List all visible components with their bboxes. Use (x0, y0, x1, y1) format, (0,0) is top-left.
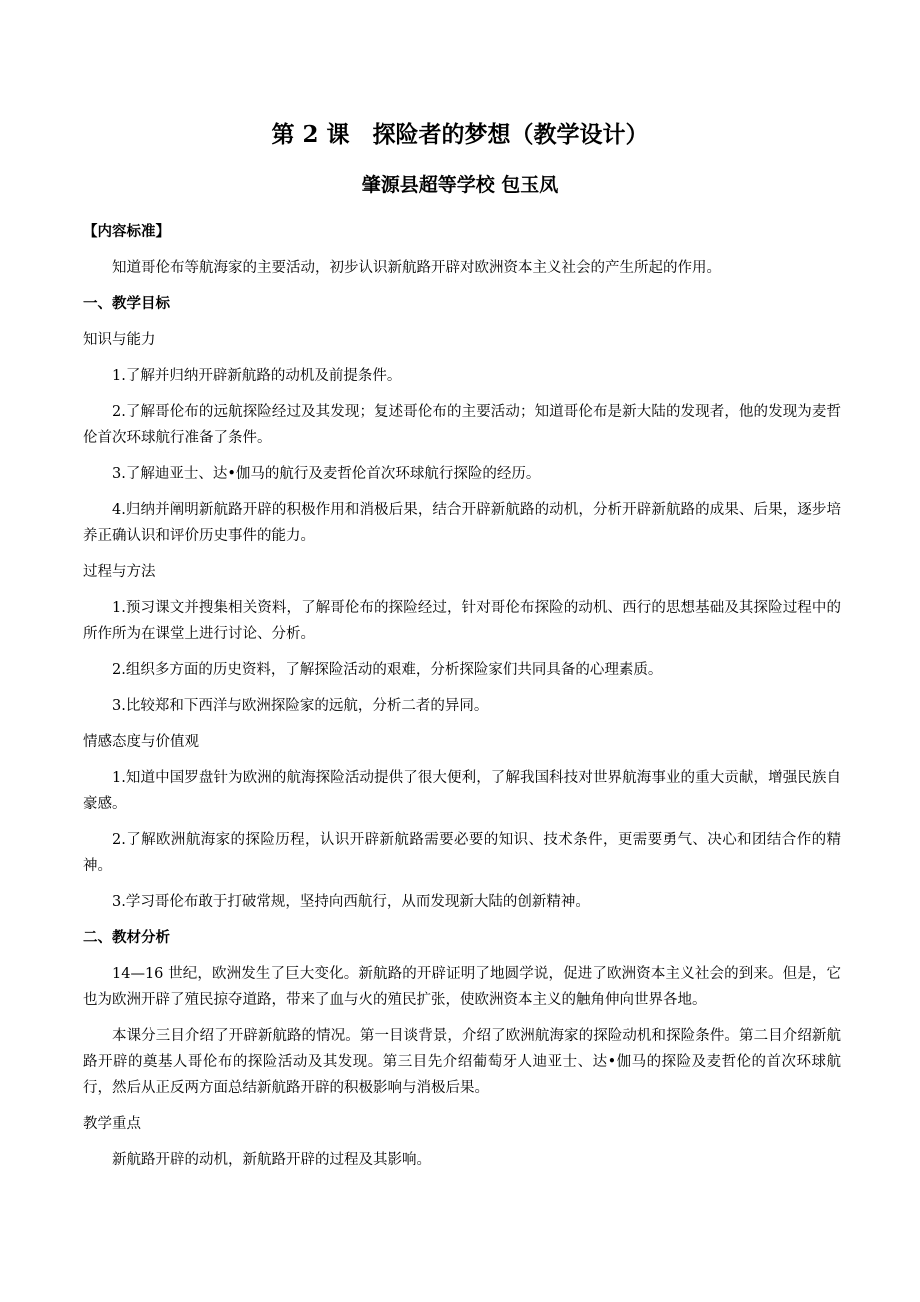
emotion-item: 1.知道中国罗盘针为欧洲的航海探险活动提供了很大便利，了解我国科技对世界航海事业的重大贡献，增强民族自豪感。 (83, 770, 841, 812)
document-title: 第 2 课 探险者的梦想（教学设计） (271, 121, 649, 148)
analysis-paragraph: 本课分三目介绍了开辟新航路的情况。第一目谈背景，介绍了欧洲航海家的探险动机和探险条件。第二目介绍新航路开辟的奠基人哥伦布的探险活动及其发现。第三目先介绍葡萄牙人迪亚士、达•伽马的探险及麦哲伦的首次环球航行，然后从正反两方面总结新航路开辟的积极影响与消极后果。 (83, 1028, 841, 1096)
knowledge-item: 1.了解并归纳开辟新航路的动机及前提条件。 (112, 368, 402, 384)
process-item: 1.预习课文并搜集相关资料，了解哥伦布的探险经过，针对哥伦布探险的动机、西行的思想基础及其探险过程中的所作所为在课堂上进行讨论、分析。 (83, 600, 841, 642)
process-item: 3.比较郑和下西洋与欧洲探险家的远航，分析二者的异同。 (112, 698, 489, 714)
knowledge-item: 3.了解迪亚士、达•伽马的航行及麦哲伦首次环球航行探险的经历。 (112, 466, 541, 482)
teaching-key-label: 教学重点 (83, 1116, 141, 1132)
emotion-item: 3.学习哥伦布敢于打破常规，坚持向西航行，从而发现新大陆的创新精神。 (112, 894, 590, 910)
knowledge-item: 4.归纳并阐明新航路开辟的积极作用和消极后果，结合开辟新航路的动机，分析开辟新航路的成果、后果，逐步培养正确认识和评价历史事件的能力。 (83, 502, 841, 544)
author-line: 肇源县超等学校 包玉凤 (361, 174, 559, 196)
teaching-key-text: 新航路开辟的动机，新航路开辟的过程及其影响。 (112, 1152, 431, 1168)
emotion-values-label: 情感态度与价值观 (83, 734, 199, 750)
content-standard-text: 知道哥伦布等航海家的主要活动，初步认识新航路开辟对欧洲资本主义社会的产生所起的作用。 (112, 260, 721, 276)
document-body (83, 219, 841, 1183)
process-method-label: 过程与方法 (83, 564, 156, 580)
teaching-goals-heading: 一、教学目标 (83, 295, 170, 312)
analysis-paragraph: 14—16 世纪，欧洲发生了巨大变化。新航路的开辟证明了地圆学说，促进了欧洲资本主义社会的到来。但是，它也为欧洲开辟了殖民掠夺道路，带来了血与火的殖民扩张，使欧洲资本主义的触角伸向世界各地。 (83, 966, 841, 1008)
content-standard-heading: 【内容标准】 (83, 223, 170, 240)
process-item: 2.组织多方面的历史资料，了解探险活动的艰难，分析探险家们共同具备的心理素质。 (112, 662, 663, 678)
emotion-item: 2.了解欧洲航海家的探险历程，认识开辟新航路需要必要的知识、技术条件，更需要勇气、决心和团结合作的精神。 (83, 832, 841, 874)
material-analysis-heading: 二、教材分析 (83, 929, 170, 946)
knowledge-ability-label: 知识与能力 (83, 332, 156, 348)
knowledge-item: 2.了解哥伦布的远航探险经过及其发现；复述哥伦布的主要活动；知道哥伦布是新大陆的发现者，他的发现为麦哲伦首次环球航行准备了条件。 (83, 404, 841, 446)
